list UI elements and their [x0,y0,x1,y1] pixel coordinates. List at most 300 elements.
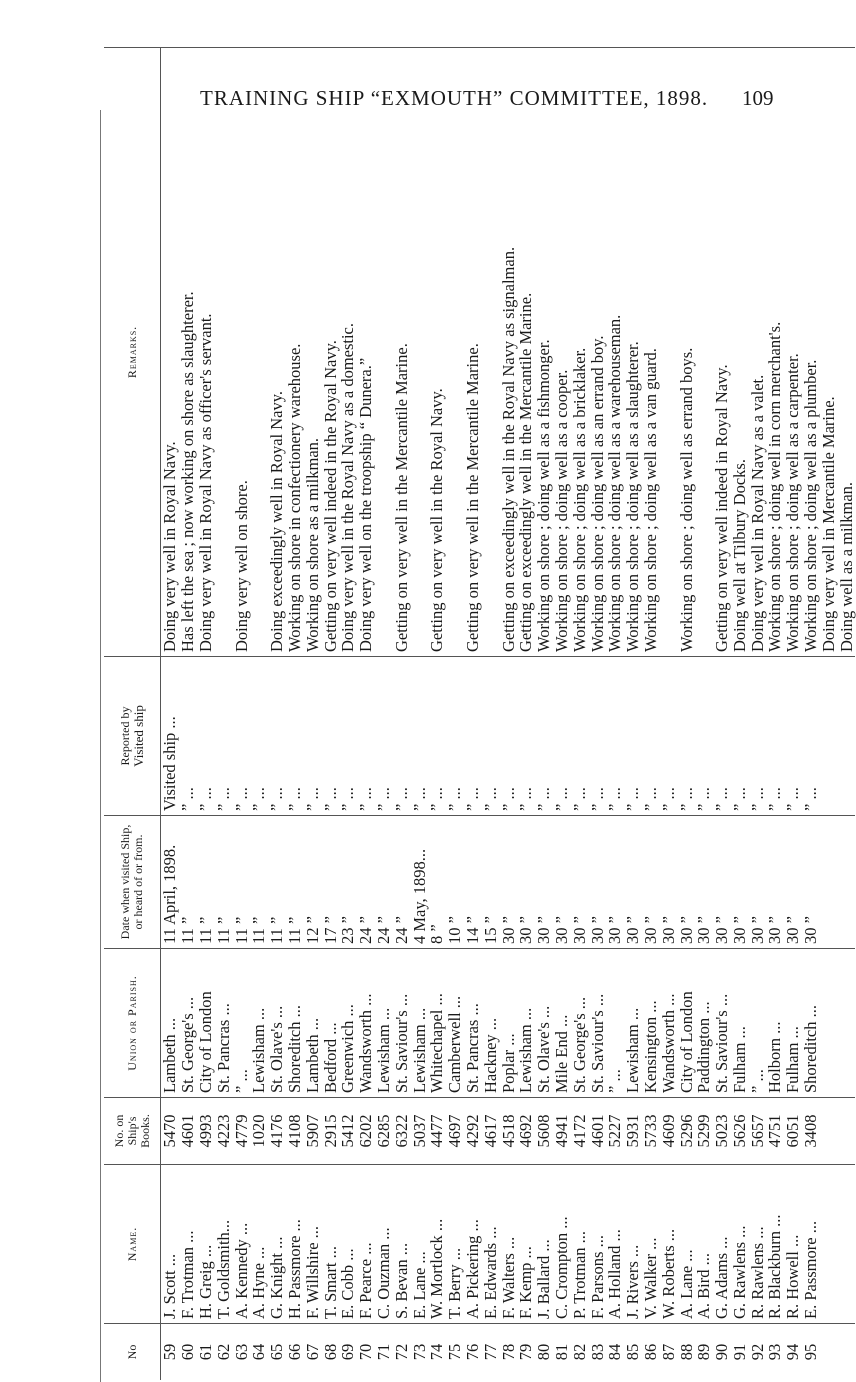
cell-date: 12 ” [303,816,321,949]
cell-reported: ” ... [232,657,250,816]
cell-books: 5299 [695,1098,713,1165]
cell-date: 24 ” [357,816,375,949]
table-row [570,48,588,1381]
cell-name: F. Parsons ... [588,1165,606,1324]
cell-date: 11 ” [286,816,304,949]
cell-remarks: Doing well at Tilbury Docks. [731,48,749,657]
cell-name: E. Edwards ... [481,1165,499,1324]
cell-remarks: Getting on very well indeed in the Royal Navy. [321,48,339,657]
cell-date: 30 ” [535,816,553,949]
table-row [659,48,677,1381]
cell-no: 71 [375,1324,393,1381]
cell-no: 85 [624,1324,642,1381]
cell-date: 24 ” [392,816,410,949]
cell-union: Holborn ... [766,949,784,1098]
table-row [303,48,321,1381]
table-row [713,48,731,1381]
table-row-extra [819,48,837,1381]
cell-name: E. Lane ... [410,1165,428,1324]
cell-name: R. Rawlens ... [748,1165,766,1324]
table-row [357,48,375,1381]
cell-remarks: Doing very well on the troopship “ Dunera.” [357,48,375,657]
cell-union: Lewisham ... [375,949,393,1098]
col-header-remarks: Remarks. [104,48,161,657]
cell-date: 30 ” [748,816,766,949]
cell-name: S. Bevan ... [392,1165,410,1324]
cell-reported: ” ... [659,657,677,816]
cell-reported: ” ... [250,657,268,816]
cell-remarks: Working on shore ; doing well as a van guard. [642,48,660,657]
table-row [553,48,571,1381]
cell-remarks: Working on shore ; doing well as errand boys. [677,48,695,657]
empty-cell [837,1098,855,1165]
cell-date: 30 ” [642,816,660,949]
running-title: TRAINING SHIP “EXMOUTH” COMMITTEE, 1898. [200,86,709,110]
cell-no: 94 [784,1324,802,1381]
cell-reported: ” ... [214,657,232,816]
cell-union: City of London [677,949,695,1098]
cell-date: 30 ” [784,816,802,949]
cell-name: E. Cobb ... [339,1165,357,1324]
cell-no: 69 [339,1324,357,1381]
cell-no: 70 [357,1324,375,1381]
cell-name: A. Lane ... [677,1165,695,1324]
cell-no: 59 [161,1324,179,1381]
cell-reported: ” ... [713,657,731,816]
cell-date: 11 ” [250,816,268,949]
table-row [321,48,339,1381]
cell-reported: ” ... [357,657,375,816]
cell-no: 84 [606,1324,624,1381]
cell-remarks: Doing very well in Royal Navy as a valet. [748,48,766,657]
cell-remarks: Working on shore ; doing well as an errand boy. [588,48,606,657]
cell-remarks [695,48,713,657]
cell-reported: ” ... [588,657,606,816]
table-row [286,48,304,1381]
cell-no: 90 [713,1324,731,1381]
cell-union: Lewisham ... [624,949,642,1098]
cell-no: 75 [446,1324,464,1381]
cell-remarks: Working on shore ; doing well as a warehouseman. [606,48,624,657]
cell-books: 4779 [232,1098,250,1165]
cell-books: 6285 [375,1098,393,1165]
cell-no: 87 [659,1324,677,1381]
cell-books: 5470 [161,1098,179,1165]
cell-union: Paddington ... [695,949,713,1098]
cell-date: 30 ” [677,816,695,949]
cell-date: 30 ” [766,816,784,949]
empty-cell [819,816,837,949]
cell-books: 4601 [179,1098,197,1165]
cell-no: 95 [802,1324,820,1381]
table-row [802,48,820,1381]
cell-union: Shoreditch ... [802,949,820,1098]
cell-name: F. Walters ... [499,1165,517,1324]
cell-remarks [481,48,499,657]
cell-no: 62 [214,1324,232,1381]
cell-remarks [410,48,428,657]
cell-reported: ” ... [375,657,393,816]
cell-remarks: Working on shore as a milkman. [303,48,321,657]
col-header-union: Union or Parish. [104,949,161,1098]
cell-reported: Visited ship ... [161,657,179,816]
cell-remarks: Doing very well in Mercantile Marine. [819,48,837,657]
table-row [410,48,428,1381]
cell-union: ” ... [232,949,250,1098]
cell-books: 4751 [766,1098,784,1165]
cell-no: 73 [410,1324,428,1381]
cell-books: 5227 [606,1098,624,1165]
cell-union: ” ... [748,949,766,1098]
cell-remarks: Getting on very well in the Mercantile Marine. [464,48,482,657]
cell-date: 30 ” [588,816,606,949]
cell-reported: ” ... [677,657,695,816]
cell-books: 5608 [535,1098,553,1165]
cell-reported: ” ... [642,657,660,816]
cell-no: 89 [695,1324,713,1381]
table-row [446,48,464,1381]
table-row [268,48,286,1381]
cell-books: 5907 [303,1098,321,1165]
table-row [748,48,766,1381]
cell-books: 4993 [197,1098,215,1165]
cell-union: Lewisham ... [410,949,428,1098]
cell-name: G. Knight ... [268,1165,286,1324]
table-row [232,48,250,1381]
cell-reported: ” ... [606,657,624,816]
col-header-reported [104,657,161,816]
cell-union: St. George's ... [570,949,588,1098]
table-row [161,48,179,1381]
empty-cell [837,657,855,816]
cell-name: W. Roberts ... [659,1165,677,1324]
cell-reported: ” ... [321,657,339,816]
cell-date: 17 ” [321,816,339,949]
empty-cell [837,1165,855,1324]
cell-union: Kensington ... [642,949,660,1098]
cell-books: 4609 [659,1098,677,1165]
cell-no: 83 [588,1324,606,1381]
table-row [428,48,446,1381]
cell-no: 64 [250,1324,268,1381]
cell-name: C. Crompton ... [553,1165,571,1324]
cell-books: 5037 [410,1098,428,1165]
table-row [481,48,499,1381]
cell-name: A. Pickering ... [464,1165,482,1324]
cell-name: J. Rivers ... [624,1165,642,1324]
cell-name: F. Trotman ... [179,1165,197,1324]
cell-no: 80 [535,1324,553,1381]
cell-date: 15 ” [481,816,499,949]
cell-reported: ” ... [303,657,321,816]
cell-date: 23 ” [339,816,357,949]
cell-date: 30 ” [499,816,517,949]
table-row [766,48,784,1381]
table-row [499,48,517,1381]
cell-union: Wandsworth ... [659,949,677,1098]
cell-remarks: Working on shore ; doing well in corn merchant's. [766,48,784,657]
cell-union: St. Pancras ... [464,949,482,1098]
cell-union: City of London [197,949,215,1098]
cell-remarks: Getting on very well indeed in Royal Navy. [713,48,731,657]
cell-no: 66 [286,1324,304,1381]
cell-date: 11 ” [214,816,232,949]
cell-date: 11 ” [232,816,250,949]
cell-date: 24 ” [375,816,393,949]
cell-no: 72 [392,1324,410,1381]
cell-date: 30 ” [606,816,624,949]
cell-books: 4697 [446,1098,464,1165]
cell-name: J. Scott ... [161,1165,179,1324]
cell-remarks: Working on shore ; doing well as a cooper. [553,48,571,657]
cell-reported: ” ... [268,657,286,816]
cell-name: W. Mortlock ... [428,1165,446,1324]
cell-name: P. Trotman ... [570,1165,588,1324]
table-row [214,48,232,1381]
cell-name: R. Blackburn ... [766,1165,784,1324]
cell-no: 79 [517,1324,535,1381]
cell-union: St. Saviour's ... [713,949,731,1098]
cell-union: Lewisham ... [517,949,535,1098]
cell-remarks: Working on shore ; doing well as a bricklaker. [570,48,588,657]
cell-remarks [214,48,232,657]
table-row [250,48,268,1381]
cell-union: Fulham ... [731,949,749,1098]
cell-books: 6202 [357,1098,375,1165]
cell-books: 5626 [731,1098,749,1165]
cell-name: A. Bird ... [695,1165,713,1324]
cell-reported: ” ... [535,657,553,816]
table-row [677,48,695,1381]
cell-reported: ” ... [392,657,410,816]
cell-remarks [446,48,464,657]
cell-union: St. Saviour's ... [392,949,410,1098]
empty-cell [819,1098,837,1165]
cell-reported: ” ... [499,657,517,816]
table-row [179,48,197,1381]
cell-remarks: Working on shore ; doing well as a fishmonger. [535,48,553,657]
cell-name: H. Passmore ... [286,1165,304,1324]
cell-books: 4518 [499,1098,517,1165]
cell-union: Hackney ... [481,949,499,1098]
cell-reported: ” ... [481,657,499,816]
cell-name: H. Greig ... [197,1165,215,1324]
table-row [535,48,553,1381]
cell-reported: ” ... [464,657,482,816]
table-row [606,48,624,1381]
cell-no: 60 [179,1324,197,1381]
cell-remarks [375,48,393,657]
empty-cell [819,657,837,816]
empty-cell [819,1324,837,1381]
cell-books: 4941 [553,1098,571,1165]
cell-date: 14 ” [464,816,482,949]
col-header-books: No. on Ship's Books. [104,1098,161,1165]
cell-name: F. Willshire ... [303,1165,321,1324]
cell-remarks: Getting on very well in the Mercantile Marine. [392,48,410,657]
cell-books: 5023 [713,1098,731,1165]
table-body [161,48,856,1381]
cell-remarks: Doing very well in Royal Navy. [161,48,179,657]
cell-reported: ” ... [428,657,446,816]
table-row [339,48,357,1381]
table-row [588,48,606,1381]
cell-union: Lambeth ... [303,949,321,1098]
cell-union: Bedford ... [321,949,339,1098]
empty-cell [837,949,855,1098]
cell-books: 4292 [464,1098,482,1165]
cell-union: ” ... [606,949,624,1098]
cell-union: St. Pancras ... [214,949,232,1098]
cell-no: 78 [499,1324,517,1381]
cell-remarks: Doing exceedingly well in Royal Navy. [268,48,286,657]
cell-date: 30 ” [695,816,713,949]
cell-reported: ” ... [748,657,766,816]
cell-no: 68 [321,1324,339,1381]
cell-books: 5657 [748,1098,766,1165]
cell-union: St. George's ... [179,949,197,1098]
table-row [695,48,713,1381]
cell-reported: ” ... [517,657,535,816]
cell-books: 4172 [570,1098,588,1165]
reported-by-sublabel: Visited ship [131,705,146,767]
cell-no: 63 [232,1324,250,1381]
cell-reported: ” ... [624,657,642,816]
cell-reported: ” ... [784,657,802,816]
cell-no: 82 [570,1324,588,1381]
table-row [517,48,535,1381]
cell-remarks: Working on shore ; doing well as a plumber. [802,48,820,657]
reported-by-label: Reported by [118,706,132,766]
cell-name: R. Howell ... [784,1165,802,1324]
cell-date: 30 ” [553,816,571,949]
col-header-no: No [104,1324,161,1381]
cell-books: 4692 [517,1098,535,1165]
cell-reported: ” ... [570,657,588,816]
cell-union: Shoreditch ... [286,949,304,1098]
cell-reported: ” ... [695,657,713,816]
cell-no: 86 [642,1324,660,1381]
cell-books: 2915 [321,1098,339,1165]
cell-no: 92 [748,1324,766,1381]
table-row [784,48,802,1381]
cell-remarks: Working on shore ; doing well as a slaughterer. [624,48,642,657]
table-row [392,48,410,1381]
cell-union: Mile End ... [553,949,571,1098]
cell-books: 4617 [481,1098,499,1165]
cell-books: 5733 [642,1098,660,1165]
cell-remarks: Getting on very well in the Royal Navy. [428,48,446,657]
cell-name: C. Ouzman ... [375,1165,393,1324]
cell-books: 3408 [802,1098,820,1165]
table-row [197,48,215,1381]
cell-union: Greenwich ... [339,949,357,1098]
cell-no: 65 [268,1324,286,1381]
cell-reported: ” ... [286,657,304,816]
cell-remarks: Working on shore ; doing well as a carpenter. [784,48,802,657]
cell-date: 30 ” [802,816,820,949]
cell-name: F. Kemp ... [517,1165,535,1324]
cell-reported: ” ... [766,657,784,816]
cell-remarks: Getting on exceedingly well in the Mercantile Marine. [517,48,535,657]
cell-books: 5412 [339,1098,357,1165]
empty-cell [837,816,855,949]
empty-cell [819,949,837,1098]
cell-reported: ” ... [410,657,428,816]
cell-name: E. Passmore ... [802,1165,820,1324]
cell-union: Lambeth ... [161,949,179,1098]
table-header-row [104,48,161,1381]
cell-remarks: Has left the sea ; now working on shore as slaughterer. [179,48,197,657]
cell-date: 8 ” [428,816,446,949]
cell-remarks: Doing very well in the Royal Navy as a domestic. [339,48,357,657]
cell-reported: ” ... [339,657,357,816]
cell-name: G. Adams ... [713,1165,731,1324]
cell-date: 30 ” [713,816,731,949]
cell-reported: ” ... [731,657,749,816]
cell-name: A. Holland ... [606,1165,624,1324]
register-table [104,47,855,1380]
cell-books: 6322 [392,1098,410,1165]
cell-date: 4 May, 1898... [410,816,428,949]
cell-name: A. Hyne ... [250,1165,268,1324]
cell-books: 5296 [677,1098,695,1165]
cell-remarks: Working on shore in confectionery warehouse. [286,48,304,657]
cell-remarks [250,48,268,657]
cell-reported: ” ... [553,657,571,816]
table-row [464,48,482,1381]
cell-date: 30 ” [659,816,677,949]
cell-name: T. Smart ... [321,1165,339,1324]
cell-date: 11 April, 1898. [161,816,179,949]
cell-remarks: Getting on exceedingly well in the Royal Navy as signalman. [499,48,517,657]
cell-date: 10 ” [446,816,464,949]
cell-books: 4108 [286,1098,304,1165]
cell-reported: ” ... [179,657,197,816]
table-row [375,48,393,1381]
cell-union: St. Olave's ... [535,949,553,1098]
table-row [642,48,660,1381]
cell-union: St. Saviour's ... [588,949,606,1098]
cell-books: 5931 [624,1098,642,1165]
empty-cell [837,1324,855,1381]
cell-union: Fulham ... [784,949,802,1098]
cell-no: 91 [731,1324,749,1381]
cell-no: 77 [481,1324,499,1381]
cell-no: 88 [677,1324,695,1381]
cell-date: 30 ” [570,816,588,949]
cell-no: 76 [464,1324,482,1381]
cell-name: T. Berry ... [446,1165,464,1324]
cell-remarks: Doing very well in Royal Navy as officer's servant. [197,48,215,657]
cell-books: 4477 [428,1098,446,1165]
table-row-extra [837,48,855,1381]
rotated-register [104,110,856,1380]
cell-books: 4176 [268,1098,286,1165]
cell-union: Poplar ... [499,949,517,1098]
cell-books: 4601 [588,1098,606,1165]
cell-date: 30 ” [624,816,642,949]
cell-name: T. Goldsmith... [214,1165,232,1324]
cell-date: 11 ” [197,816,215,949]
cell-no: 61 [197,1324,215,1381]
cell-books: 4223 [214,1098,232,1165]
cell-name: J. Ballard ... [535,1165,553,1324]
page-number: 109 [742,86,774,110]
cell-union: Camberwell ... [446,949,464,1098]
cell-no: 81 [553,1324,571,1381]
col-header-name: Name. [104,1165,161,1324]
